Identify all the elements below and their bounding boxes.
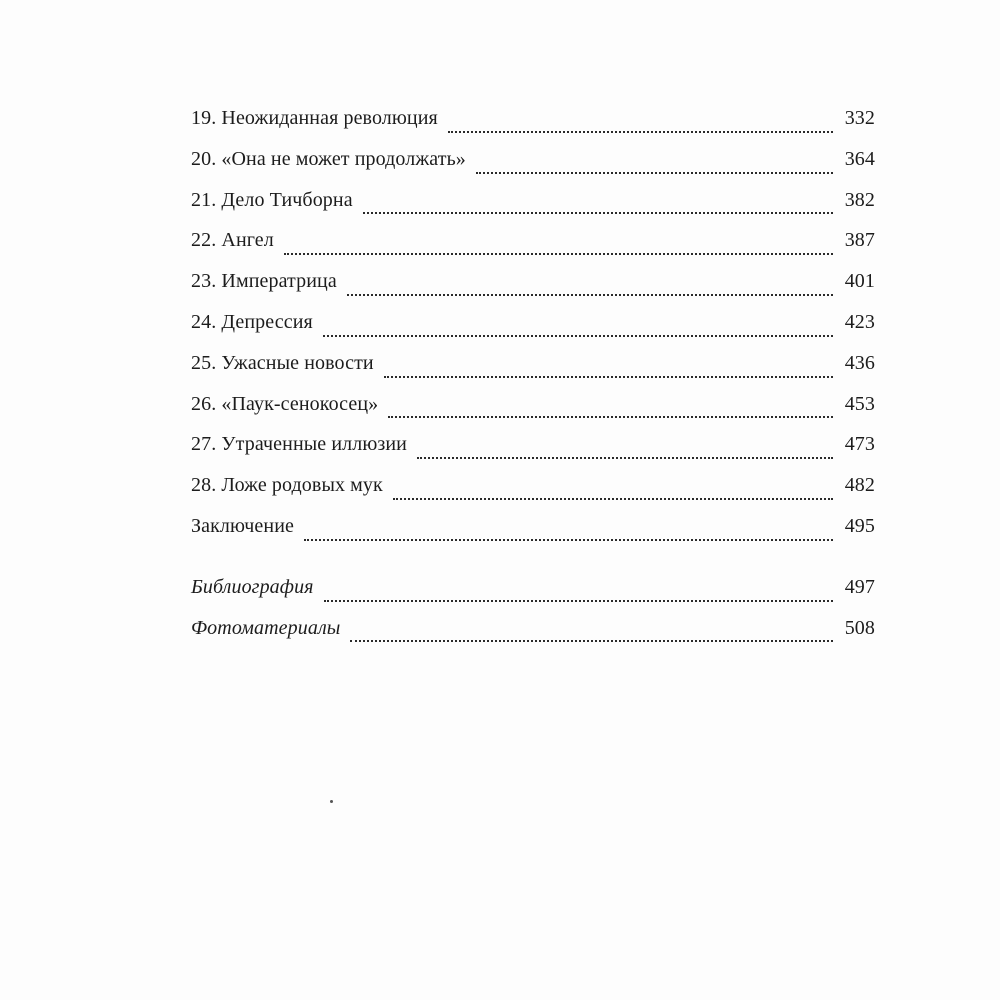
- toc-entry-27: [191, 424, 875, 465]
- toc-entry-title: Заключение: [191, 514, 294, 537]
- toc-entry-page: 401: [844, 270, 875, 293]
- dot-leader: [417, 457, 833, 459]
- dot-leader: [384, 376, 833, 378]
- toc-entry-page: 453: [844, 392, 875, 415]
- toc-entry-title: Библиография: [191, 575, 314, 598]
- toc-entry-page: 364: [844, 147, 875, 170]
- toc-entry-26: [191, 384, 875, 425]
- toc-entry-page: 332: [844, 107, 875, 129]
- toc-entry-title: 22. Ангел: [191, 229, 274, 252]
- toc-entry-22: [191, 220, 875, 261]
- dot-leader: [393, 498, 833, 500]
- toc-entry-bibliography: [191, 567, 875, 608]
- toc-entry-page: 387: [844, 229, 875, 252]
- toc-entry-page: 473: [844, 433, 875, 456]
- toc-entry-title: Фотоматериалы: [191, 616, 341, 639]
- toc-entry-title: 25. Ужасные новости: [191, 351, 374, 374]
- toc-entry-24: [191, 302, 875, 343]
- toc-entry-page: 497: [844, 575, 875, 598]
- toc-entry-title: 28. Ложе родовых мук: [191, 474, 383, 497]
- toc-entry-title: 23. Императрица: [191, 270, 337, 293]
- toc-entry-title: 19. Неожиданная революция: [191, 107, 438, 129]
- dot-leader: [323, 335, 833, 337]
- dot-leader: [347, 294, 833, 296]
- toc-entry-title: 27. Утраченные иллюзии: [191, 433, 407, 456]
- toc-entry-photos: [191, 608, 875, 649]
- toc-entry-page: 482: [844, 474, 875, 497]
- dot-leader: [304, 539, 833, 541]
- toc-entry-title: 26. «Паук-сенокосец»: [191, 392, 379, 415]
- toc-entry-title: 20. «Она не может продолжать»: [191, 147, 466, 170]
- dot-leader: [476, 172, 833, 174]
- dot-leader: [350, 640, 832, 642]
- toc-entry-19: [191, 98, 875, 139]
- toc-entry-28: [191, 465, 875, 506]
- dot-leader: [363, 212, 833, 214]
- dot-leader: [284, 253, 833, 255]
- dot-leader: [448, 131, 833, 133]
- toc-entry-page: 436: [844, 351, 875, 374]
- dot-leader: [388, 416, 832, 418]
- toc-entry-page: 495: [844, 514, 875, 537]
- toc-entry-conclusion: [191, 506, 875, 547]
- toc-entry-21: [191, 180, 875, 221]
- toc-entry-page: 382: [844, 188, 875, 211]
- toc-entry-page: 508: [844, 616, 875, 639]
- toc-entry-20: [191, 139, 875, 180]
- toc-entry-title: 21. Дело Тичборна: [191, 188, 353, 211]
- print-speck: [330, 800, 333, 803]
- dot-leader: [324, 600, 833, 602]
- toc-entry-title: 24. Депрессия: [191, 310, 313, 333]
- table-of-contents: [191, 98, 875, 648]
- toc-entry-23: [191, 261, 875, 302]
- toc-entry-page: 423: [844, 310, 875, 333]
- toc-entry-25: [191, 343, 875, 384]
